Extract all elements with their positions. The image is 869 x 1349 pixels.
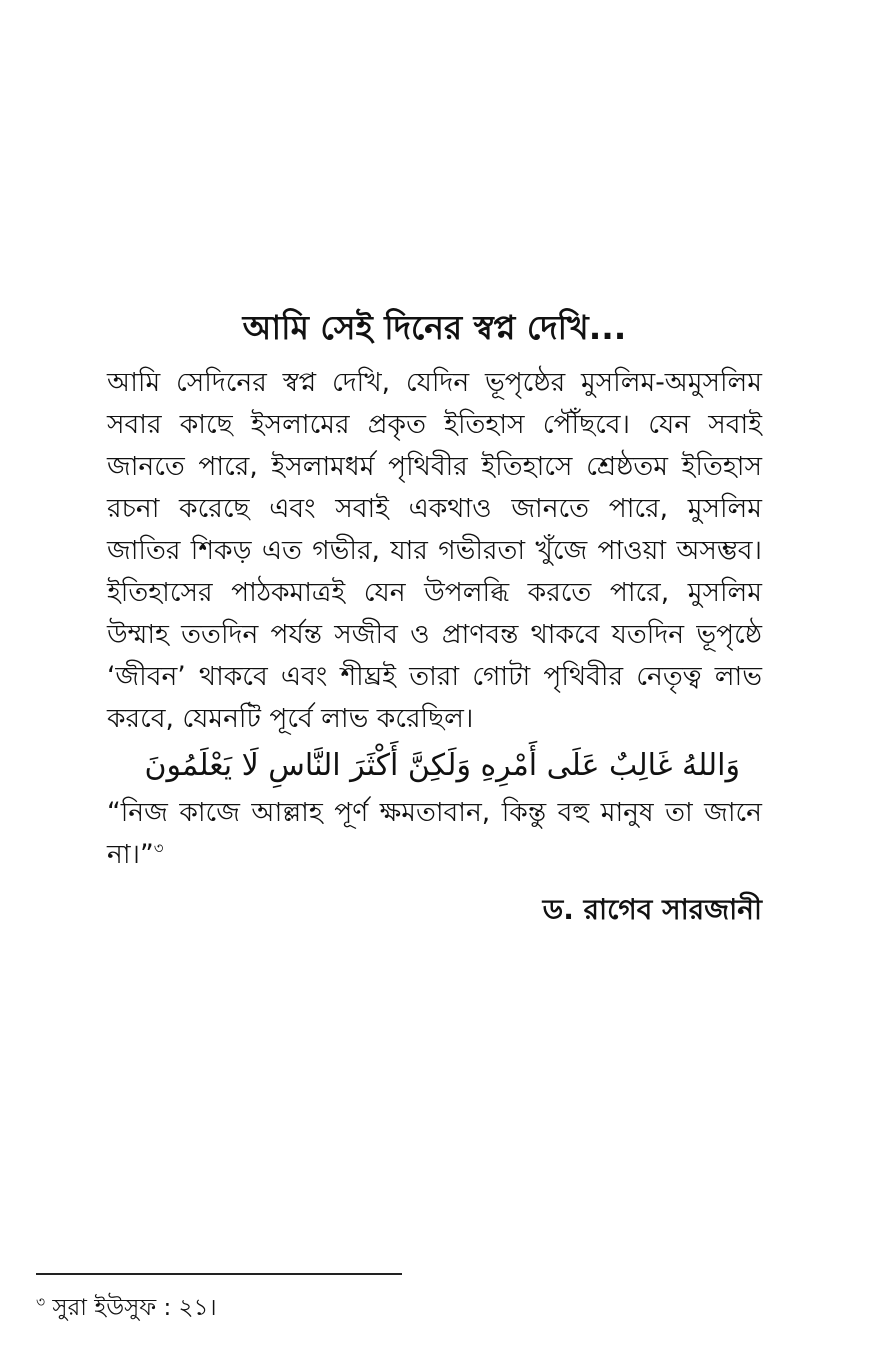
quote-line-end — [107, 834, 762, 876]
footnote-text: সুরা ইউসুফ : ২১। — [52, 1295, 217, 1321]
paragraph-line: রচনা করেছে এবং সবাই একথাও জানতে পারে, মুসলিম — [107, 493, 762, 524]
quote-line-text: না।” — [107, 839, 154, 870]
quote-line: “নিজ কাজে আল্লাহ পূর্ণ ক্ষমতাবান, কিন্তু বহু মানুষ তা জানে — [107, 797, 763, 828]
paragraph-line: ‘জীবন’ থাকবে এবং শীঘ্রই তারা গোটা পৃথিবীর নেতৃত্ব লাভ — [107, 661, 762, 692]
paragraph-line: ইতিহাসের পাঠকমাত্রই যেন উপলব্ধি করতে পারে, মুসলিম — [107, 577, 762, 608]
paragraph-line: জাতির শিকড় এত গভীর, যার গভীরতা খুঁজে পাওয়া অসম্ভব। — [107, 535, 762, 566]
footnote — [36, 1290, 217, 1326]
paragraph-line: আমি সেদিনের স্বপ্ন দেখি, যেদিন ভূপৃষ্ঠের মুসলিম-অমুসলিম — [107, 367, 762, 398]
translation-quote — [107, 792, 762, 876]
paragraph-line: সবার কাছে ইসলামের প্রকৃত ইতিহাস পৌঁছবে। যেন সবাই — [107, 409, 762, 440]
paragraph-line: জানতে পারে, ইসলামধর্ম পৃথিবীর ইতিহাসে শ্রেষ্ঠতম ইতিহাস — [107, 451, 762, 482]
paragraph-line: উম্মাহ ততদিন পর্যন্ত সজীব ও প্রাণবন্ত থাকবে যতদিন ভূপৃষ্ঠে — [107, 619, 762, 650]
page-title: আমি সেই দিনের স্বপ্ন দেখি... — [242, 308, 627, 347]
footnote-reference: ৩ — [153, 839, 164, 858]
paragraph-line: করবে, যেমনটি পূর্বে লাভ করেছিল। — [107, 703, 474, 734]
author-signature: ড. রাগেব সারজানী — [542, 893, 762, 926]
footnote-divider — [36, 1273, 402, 1275]
body-paragraph — [107, 362, 762, 740]
footnote-number: ৩ — [36, 1294, 46, 1311]
arabic-verse: وَاللهُ غَالِبٌ عَلَى أَمْرِهِ وَلَكِنَّ أَكْثَرَ النَّاسِ لَا يَعْلَمُونَ — [144, 748, 740, 783]
